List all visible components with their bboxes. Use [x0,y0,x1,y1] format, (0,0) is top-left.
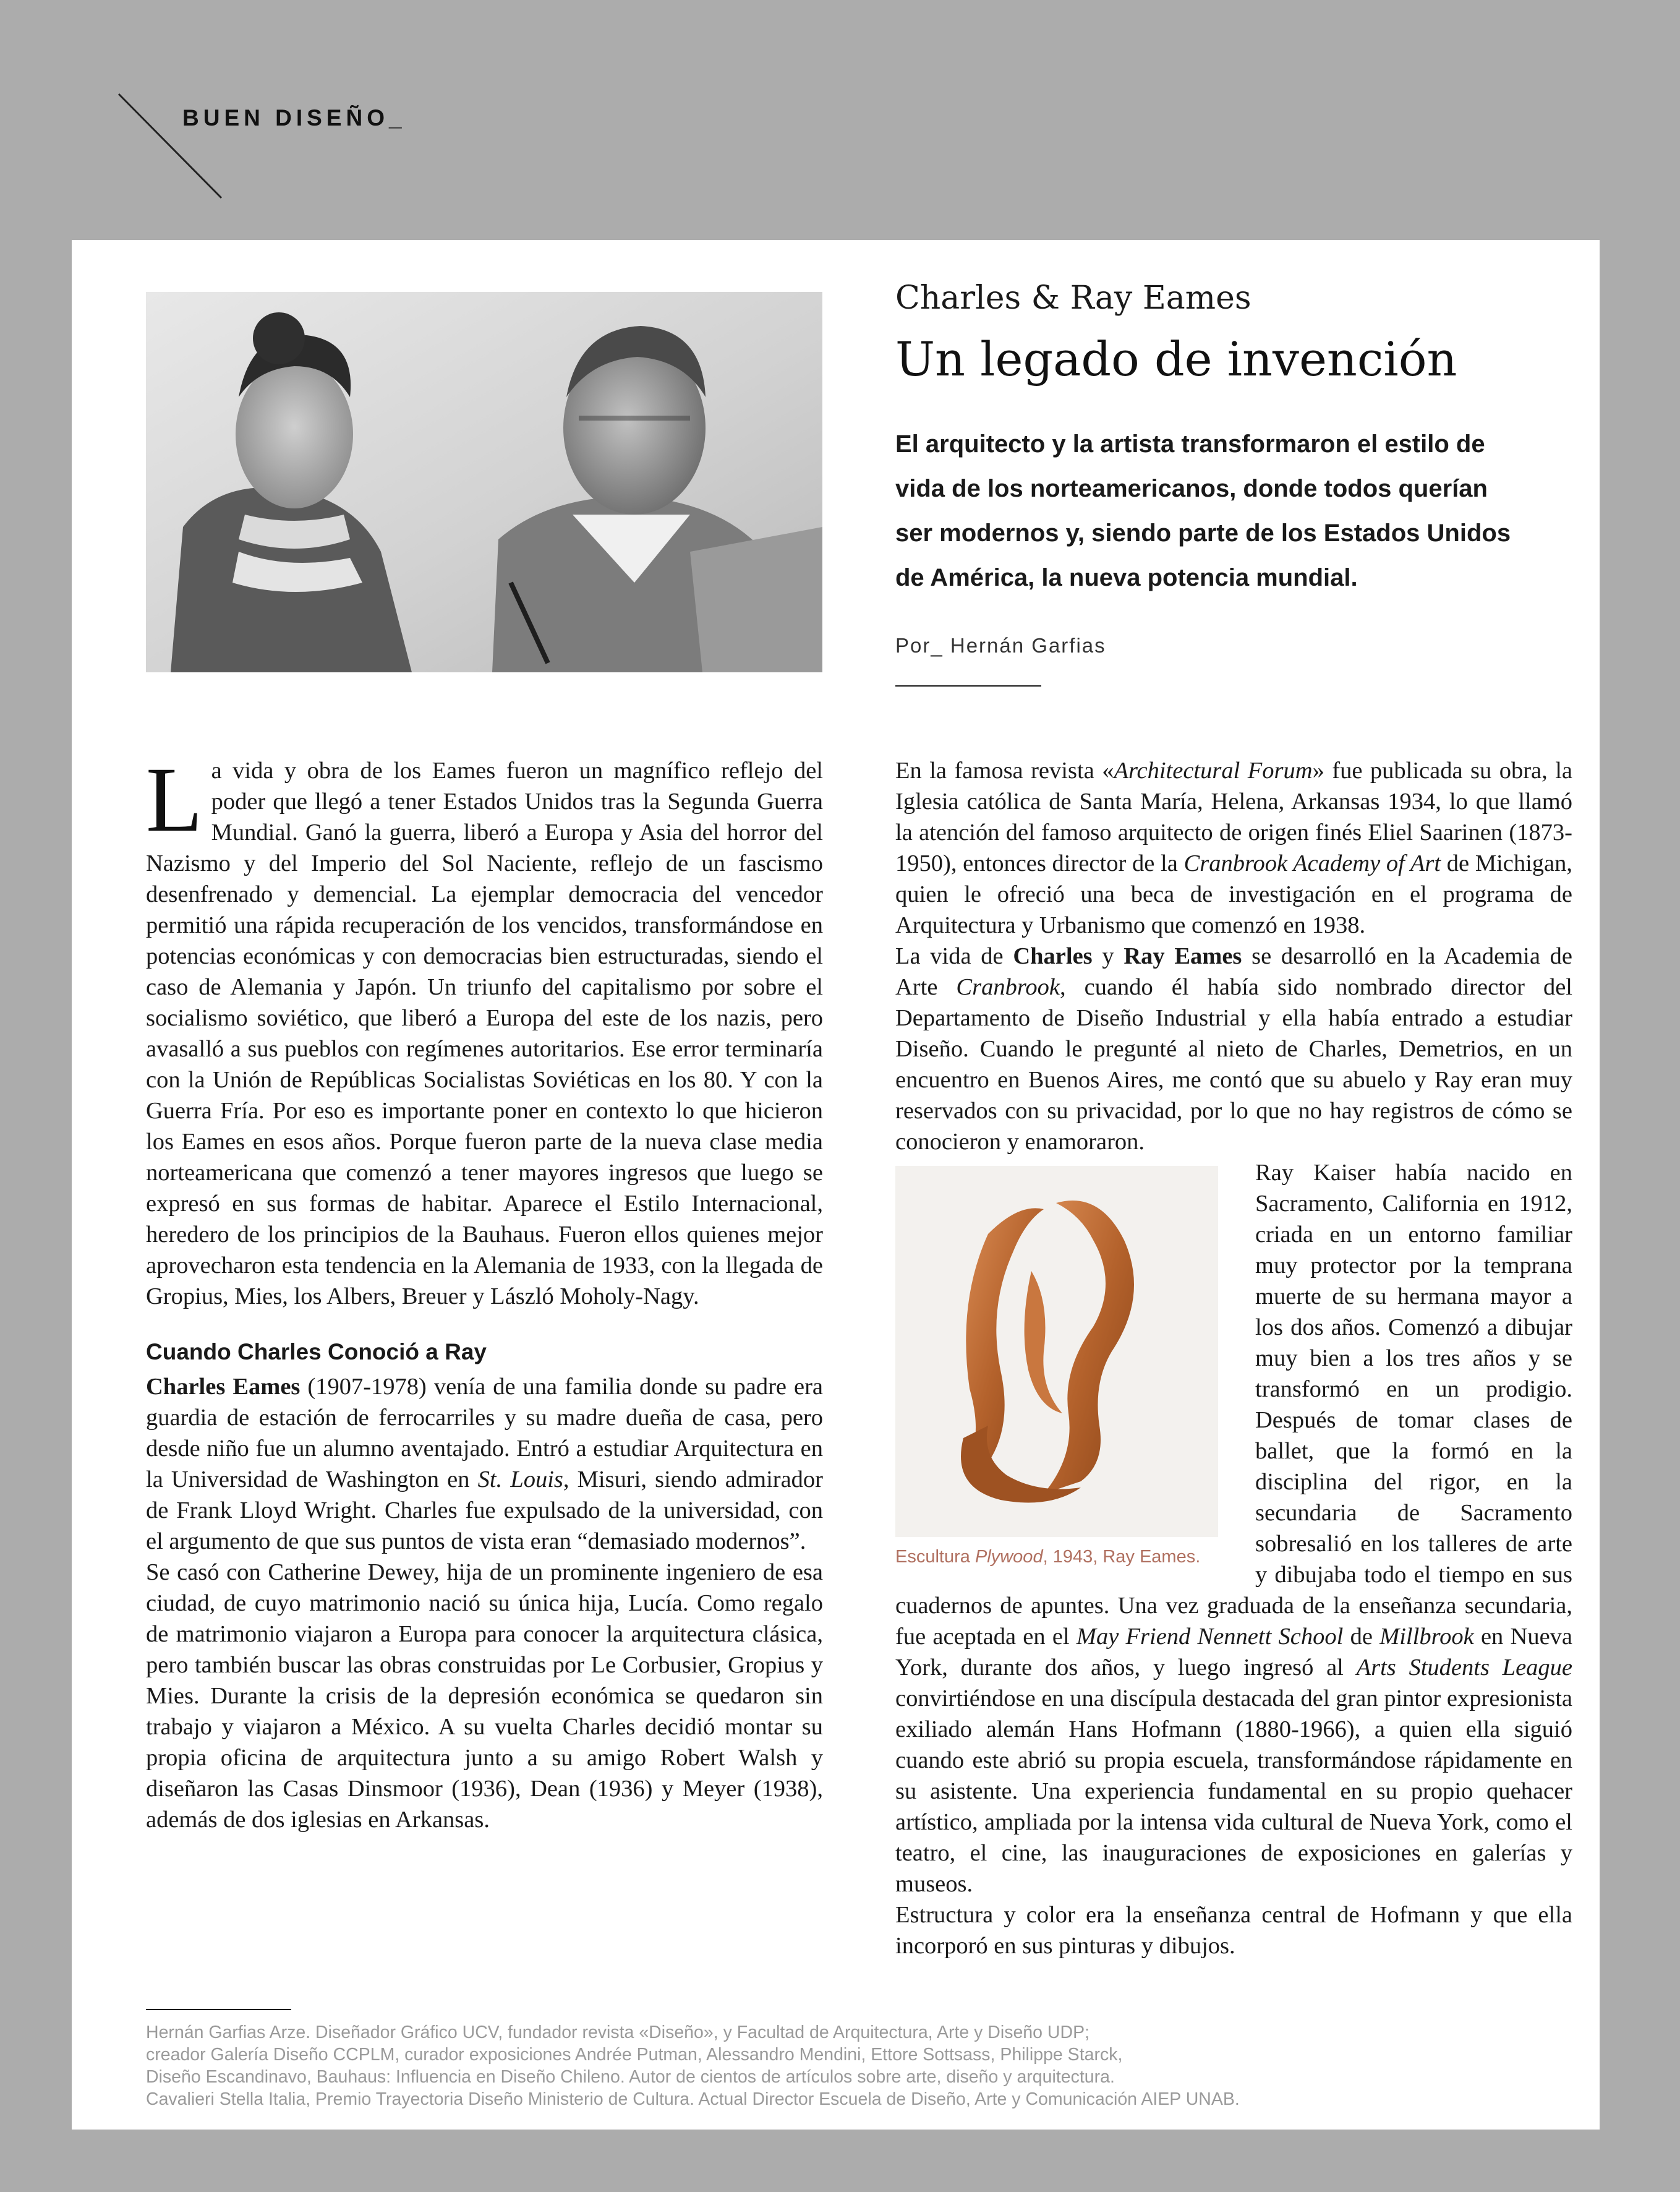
academy-name: Cranbrook Academy of Art [1183,850,1441,876]
ray-bold: Ray Eames [1124,943,1242,969]
hofmann-paragraph: Estructura y color era la enseñanza central de Hofmann y que ella incorporó en sus pinturas y dibujos. [895,1902,1572,1959]
intro-text: a vida y obra de los Eames fueron un magnífico reflejo del poder que llegó a tener Estados Unidos tras la Segunda Guerra Mundial. Ganó la guerra, liberó a Europa y Asia del horror del Nazismo y del Imperio del Sol Naciente, reflejo de un fascismo desenfrenado y demencial. La ejemplar democracia del vencedor permitió una rápida recuperación de los vencidos, transformándose en potencias económicas y con democracias bien estructuradas, siendo el caso de Alemania y Japón. Un triunfo del capitalismo por sobre el socialismo soviético, que liberó a Europa del este de los nazis, pero avasalló a sus pueblos con regímenes autoritarios. Ese error terminaría con la Unión de Repúblicas Socialistas Soviéticas en los 80. Y con la Guerra Fría. Por eso es importante poner en contexto lo que hicieron los Eames en esos años. Porque fueron parte de la nueva clase media norteamericana que comenzó a tener mayores ingresos que luego se expresó en sus formas de habitar. Aparece el Estilo Internacional, heredero de los principios de la Bauhaus. Fueron ellos quienes mejor aprovecharon esta tendencia en la Alemania de 1933, con la llegada de Gropius, Mies, los Albers, Breuer y László Moholy-Nagy. [146,758,823,1309]
section-label: BUEN DISEÑO_ [182,105,406,131]
intro-paragraph [146,748,823,1312]
figure-caption [895,1546,1218,1568]
article-headline: Un legado de invención [895,332,1457,387]
charles-text-a: (1907-1978) venía de una familia donde su padre era guardia de estación de ferrocarriles y su madre dueña de casa, pero desde niño fue un alumno aventajado. Entró a estudiar Arquitectura en la Universidad de Washington en [146,1374,823,1492]
caption-work: Plywood [974,1547,1043,1567]
cranbrook-text-c: , cuando él había sido nombrado director del Departamento de Diseño Industrial y ella había entrado a estudiar Diseño. Cuando le pregunté al nieto de Charles, Demetrios, en un encuentro en Buenos Aires, me contó que su abuelo y Ray eran muy reservados con su privacidad, por lo que no hay registros de cómo se conocieron y enamoraron. [895,974,1572,1155]
footnote-line: Cavalieri Stella Italia, Premio Trayectoria Diseño Ministerio de Cultura. Actual Director Escuela de Diseño, Arte y Comunicación AIEP UNAB. [146,2089,1240,2109]
drop-cap: L [146,748,203,851]
millbrook-name: Millbrook [1379,1624,1474,1650]
forum-text-c: de Michigan, quien le ofreció una beca de investigación en el programa de Arquitectura y Urbanismo que comenzó en 1938. [895,850,1572,938]
author-footnote [146,2021,1475,2110]
plywood-sculpture-image [895,1166,1218,1537]
footnote-line: Diseño Escandinavo, Bauhaus: Influencia en Diseño Chileno. Autor de cientos de artículos sobre arte, diseño y arquitectura. [146,2067,1115,2087]
article-lead: El arquitecto y la artista transformaron el estilo de vida de los norteamericanos, donde todos querían ser modernos y, siendo parte de los Estados Unidos de América, la nueva potencia mundial. [895,430,1511,591]
caption-text-b: , 1943, Ray Eames. [1043,1547,1201,1567]
marriage-paragraph: Se casó con Catherine Dewey, hija de un prominente ingeniero de esa ciudad, de cuyo matrimonio nació su única hija, Lucía. Como regalo de matrimonio viajaron a Europa para conocer la arquitectura clásica, pero también buscar las obras construidas por Le Corbusier, Gropius y Mies. Durante la crisis de la depresión económica se quedaron sin trabajo y viajaron a México. A su vuelta Charles decidió montar su propia oficina de arquitectura junto a su amigo Robert Walsh y diseñaron las Casas Dinsmoor (1936), Dean (1936) y Meyer (1938), además de dos iglesias en Arkansas. [146,1559,823,1833]
charles-paragraph [146,1371,823,1557]
cranbrook-paragraph [895,941,1572,1157]
city-name: St. Louis [477,1466,563,1492]
charles-bold: Charles [1013,943,1093,969]
section-subhead: Cuando Charles Conoció a Ray [146,1339,487,1364]
portrait-photo [146,292,822,672]
charles-name: Charles Eames [146,1374,301,1400]
footnote-line: creador Galería Diseño CCPLM, curador exposiciones Andrée Putman, Alessandro Mendini, Ettore Sottsass, Philippe Starck, [146,2045,1123,2065]
conjunction: y [1092,943,1124,969]
article-byline: Por_ Hernán Garfias [895,634,1106,657]
left-column [146,748,823,1835]
magazine-name: Architectural Forum [1114,758,1313,784]
cranbrook-name: Cranbrook [956,974,1060,1000]
cranbrook-text-b: se desarrolló en la Academia de Arte [895,943,1573,1000]
ray-text-a: Ray Kaiser había nacido en Sacramento, California en 1912, criada en un entorno familiar muy protector por la temprana muerte de su hermana mayor a los dos años. Comenzó a dibujar muy bien a los tres años y se transformó en un prodigio. Después de tomar clases de ballet, que la formó en la disciplina del rigor, en la secundaria de Sacramento sobresalió en los talleres de arte y dibujaba todo el tiempo en sus cuadernos de apuntes. Una vez graduada de la enseñanza secundaria, fue aceptada en el [895,1160,1572,1650]
footnote-rule [146,2009,291,2010]
article-kicker: Charles & Ray Eames [895,280,1251,317]
forum-text-b: » fue publicada su obra, la Iglesia católica de Santa María, Helena, Arkansas 1934, lo que llamó la atención del famoso arquitecto de origen finés Eliel Saarinen (1873-1950), entonces director de la [895,758,1572,876]
charles-text-b: , Misuri, siendo admirador de Frank Lloyd Wright. Charles fue expulsado de la universidad, con el argumento de que sus puntos de vista eran “demasiado modernos”. [146,1466,823,1554]
footnote-line: Hernán Garfias Arze. Diseñador Gráfico UCV, fundador revista «Diseño», y Facultad de Arquitectura, Arte y Diseño UDP; [146,2023,1090,2042]
ray-text-c: convirtiéndose en una discípula destacada del gran pintor expresionista exiliado alemán Hans Hofmann (1880-1966), a quien ella siguió cuando este abrió su propia escuela, transformándose rápidamente en su asistente. Una experiencia fundamental en su propio quehacer artístico, ampliada por la intensa vida cultural de Nueva York, como el teatro, el cine, las inauguraciones de exposiciones en galerías y museos. [895,1685,1572,1897]
sculpture-figure [895,1166,1218,1568]
league-name: Arts Students League [1356,1655,1572,1680]
caption-text-a: Escultura [895,1547,975,1567]
forum-paragraph [895,755,1572,941]
forum-text-a: En la famosa revista « [895,758,1114,784]
school-name: May Friend Nennett School [1076,1624,1344,1650]
cranbrook-text-a: La vida de [895,943,1013,969]
right-column [895,755,1572,1961]
ray-text-de: de [1343,1624,1380,1650]
byline-rule [895,685,1041,687]
ray-text-b: en Nueva York, durante dos años, y luego ingresó al [895,1624,1573,1680]
